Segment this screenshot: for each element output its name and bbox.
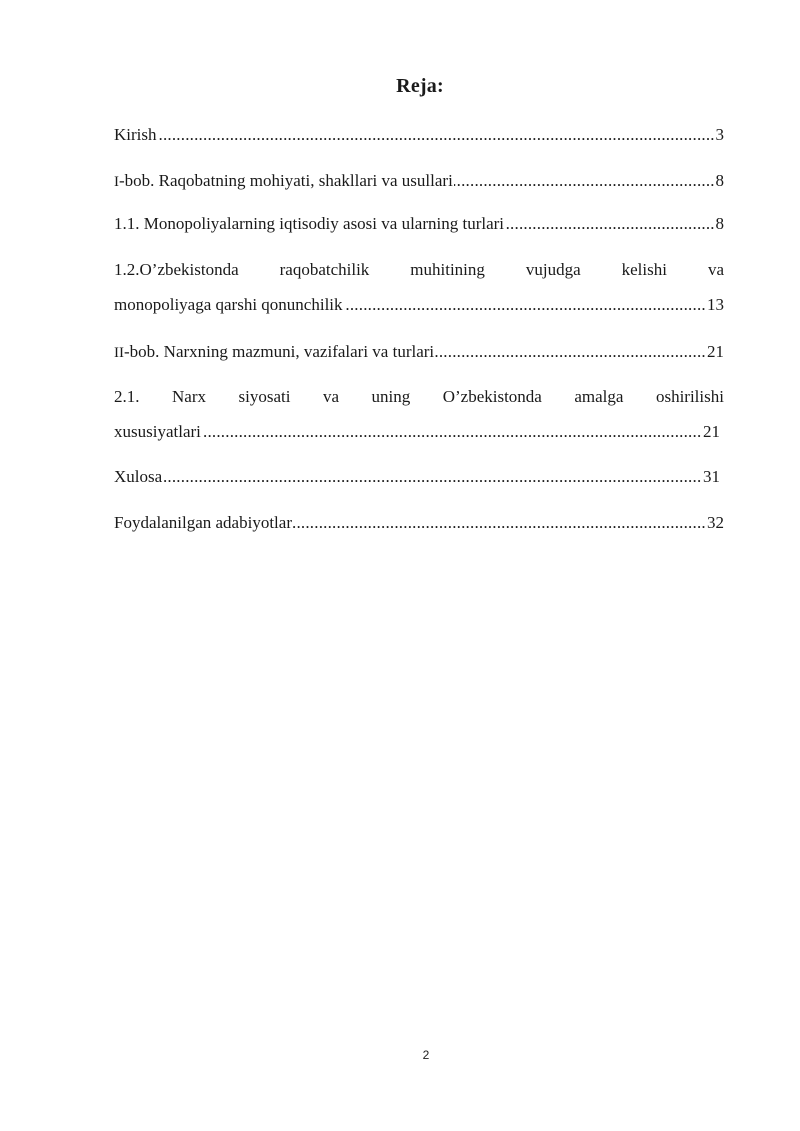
toc-entry-section-1-2-line-2 <box>114 290 724 320</box>
toc-entry-chapter-2 <box>114 337 724 367</box>
toc-entry-text: Foydalanilgan adabiyotlar <box>114 513 292 532</box>
word: kelishi <box>621 260 667 279</box>
word: vujudga <box>525 260 581 279</box>
word: amalga <box>574 387 624 406</box>
word: 1.2.O’zbekistonda <box>114 260 239 279</box>
toc-entry-section-2-1-line-2 <box>114 417 720 447</box>
toc-entry-section-1-2-line-1 <box>114 255 724 285</box>
toc-entry-text: Kirish <box>114 125 157 144</box>
toc-entry-chapter-1 <box>114 166 724 196</box>
word: va <box>322 387 339 406</box>
toc-entry-text: monopoliyaga qarshi qonunchilik <box>114 295 343 314</box>
toc-entry-page: 13 <box>706 290 724 320</box>
toc-entry-text: Xulosa <box>114 467 163 486</box>
toc-entry-page: 31 <box>702 462 720 492</box>
word: va <box>707 260 724 279</box>
toc-entry-text: -bob. Raqobatning mohiyati, shakllari va usullari <box>119 171 453 190</box>
word: muhitining <box>410 260 485 279</box>
toc-entry-references <box>114 508 724 538</box>
toc-entry-page: 21 <box>706 337 724 367</box>
toc-entry-page: 8 <box>715 166 725 196</box>
page-number: 2 <box>422 1048 430 1062</box>
word: Narx <box>172 387 206 406</box>
word: O’zbekistonda <box>442 387 542 406</box>
toc-entry-page: 8 <box>715 209 725 239</box>
toc-entry-page: 32 <box>706 508 724 538</box>
chapter-roman-numeral: I <box>114 174 119 190</box>
word: siyosati <box>238 387 291 406</box>
word: 2.1. <box>114 387 140 406</box>
word: uning <box>371 387 411 406</box>
toc-entry-section-1-1 <box>114 209 724 239</box>
word: raqobatchilik <box>279 260 370 279</box>
chapter-roman-numeral: II <box>114 345 124 361</box>
toc-entry-section-2-1-line-1 <box>114 382 724 412</box>
toc-entry-text: 1.1. Monopoliyalarning iqtisodiy asosi va ularning turlari <box>114 214 505 233</box>
toc-entry-text: -bob. Narxning mazmuni, vazifalari va turlari <box>124 342 435 361</box>
toc-entry-page: 21 <box>702 417 720 447</box>
toc-entry-kirish <box>114 120 724 150</box>
word: oshirilishi <box>655 387 724 406</box>
toc-entry-xulosa <box>114 462 720 492</box>
page-title: Reja: <box>396 75 444 97</box>
toc-entry-page: 3 <box>715 120 725 150</box>
toc-entry-text: xususiyatlari <box>114 422 201 441</box>
